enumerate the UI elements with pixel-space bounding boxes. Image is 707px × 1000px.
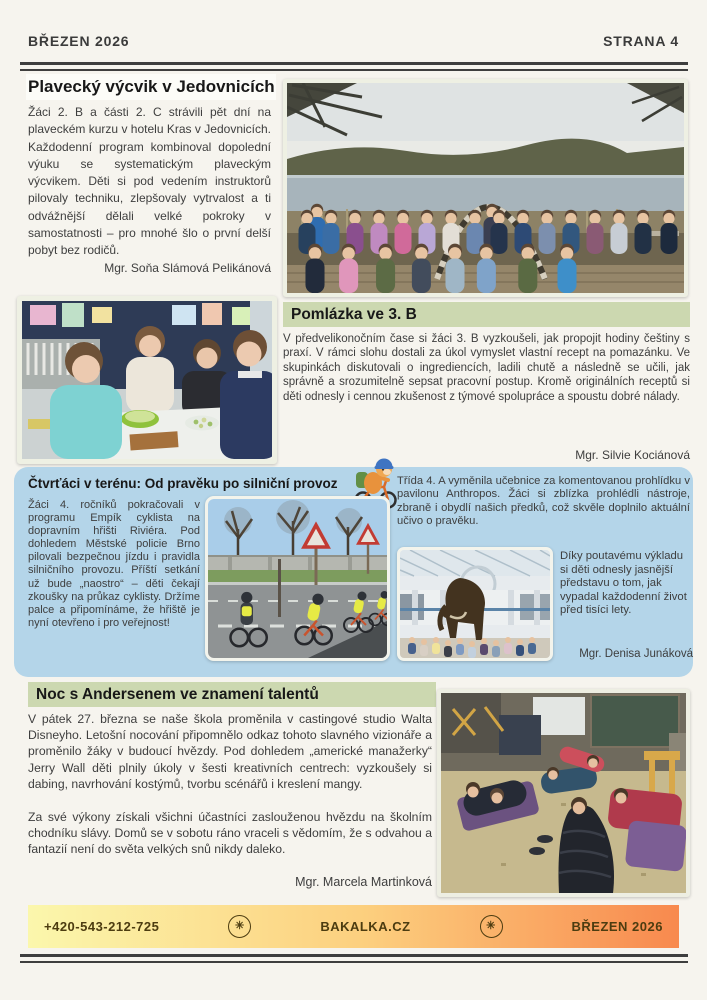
article-teren-byline: Mgr. Denisa Junáková [579, 648, 693, 660]
article-swim-body: Žáci 2. B a části 2. C strávili pět dní na plaveckém kurzu v hotelu Kras v Jedovnicích. Každodenní program kombinoval dopolední výuku se systematickým plaveckým výcvikem. Děti si pod vedením instruktorů pilovaly techniku, zlepšovaly vytrvalost a ti odvážnější dělali velké pokroky v samostatnosti – pro mnohé šlo o první delší pobyt bez rodičů. [28, 105, 271, 258]
photo-lake-group [283, 79, 688, 297]
article-teren-right-text: Třída 4. A vyměnila učebnice za komentovanou prohlídku v pavilonu Anthropos. Žáci si zblízka prohlédli nástroje, zbraně i obydlí našich předků, což skvěle doplnilo aktuální učivo o pravěku. [397, 475, 690, 527]
asterisk-icon: ✳ [480, 915, 503, 938]
photo-traffic-playground-illustration [208, 499, 387, 658]
header-page-number: STRANA 4 [603, 33, 679, 49]
article-andersen-paragraph-1: V pátek 27. března se naše škola proměnila v castingové studio Walta Disneyho. Letošní nocování připomnělo odkaz tohoto slavného vizionáře a proměnilo žáky v budoucí hvězdy. Pod dohledem „americké manažerky“ Jerry Wall děti plnily úkoly v šesti kreativních centrech: vyzkoušely si dabing, navrhování kostýmů, tvorbu scénářů i kreslení mangy. [28, 712, 432, 791]
photo-anthropos-museum [397, 547, 553, 661]
footer-website: BAKALKA.CZ [320, 919, 411, 934]
article-andersen-paragraph-2: Za své výkony získali všichni účastníci zaslouženou hvězdu na školním chodníku slávy. Domů se v sobotu ráno vraceli s vědomím, že s odvahou a fantazií není do světa velkých snů nikdy daleko. [28, 810, 432, 857]
footer-bar [28, 905, 679, 948]
photo-traffic-playground [205, 496, 390, 661]
photo-sleepover-classroom [437, 689, 690, 897]
asterisk-icon: ✳ [228, 915, 251, 938]
footer-issue: BŘEZEN 2026 [571, 919, 663, 934]
article-teren-caption: Díky poutavému výkladu si děti odnesly jasnější představu o tom, jak vypadal každodenní život před tisíci lety. [560, 550, 687, 617]
article-pomlazka-body: V předvelikonočním čase si žáci 3. B vyzkoušeli, jak propojit hodiny češtiny s praxí. V rámci slohu dostali za úkol vymyslet vlastní recept na pomazánku. Ve skupinkách diskutovali o ingrediencích, ladili chutě a následně se učili, jak správně a srozumitelně sepsat pracovní postup. Kromě originálních receptů si děti odnesly i cennou zkušenost z týmové spolupráce a spoustu dobré nálady. [283, 333, 690, 403]
photo-classroom-cooking [17, 296, 277, 464]
article-pomlazka-byline: Mgr. Silvie Kociánová [575, 448, 690, 462]
photo-lake-group-illustration [287, 83, 684, 293]
article-andersen-title: Noc s Andersenem ve znamení talentů [28, 682, 436, 707]
footer-rule [20, 954, 688, 963]
header-issue: BŘEZEN 2026 [28, 33, 130, 49]
header-rule [20, 62, 688, 71]
article-swim-title: Plavecký výcvik v Jedovnicích [26, 74, 276, 100]
photo-anthropos-illustration [400, 550, 550, 658]
article-andersen-byline: Mgr. Marcela Martinková [295, 875, 432, 889]
article-teren-title: Čtvrťáci v terénu: Od pravěku po silniční provoz [28, 476, 338, 491]
photo-classroom-cooking-illustration [22, 301, 272, 459]
article-swim-byline: Mgr. Soňa Slámová Pelikánová [104, 261, 271, 275]
article-pomlazka-title: Pomlázka ve 3. B [283, 302, 690, 327]
photo-sleepover-illustration [441, 693, 686, 893]
article-teren-box [14, 467, 693, 677]
footer-phone: +420-543-212-725 [44, 919, 160, 934]
article-teren-left-text: Žáci 4. ročníků pokračovali v programu Empík cyklista na dopravním hřišti Riviéra. Pod dohledem Městské policie Brno pilovali bezpečnou jízdu i pravidla silničního provozu. Příští setkání už bude „naostro“ – děti čekají zkoušky na průkaz cyklisty. Držíme palce a připomínáme, že hřiště je nyní otevřeno i pro veřejnost! [28, 499, 200, 629]
